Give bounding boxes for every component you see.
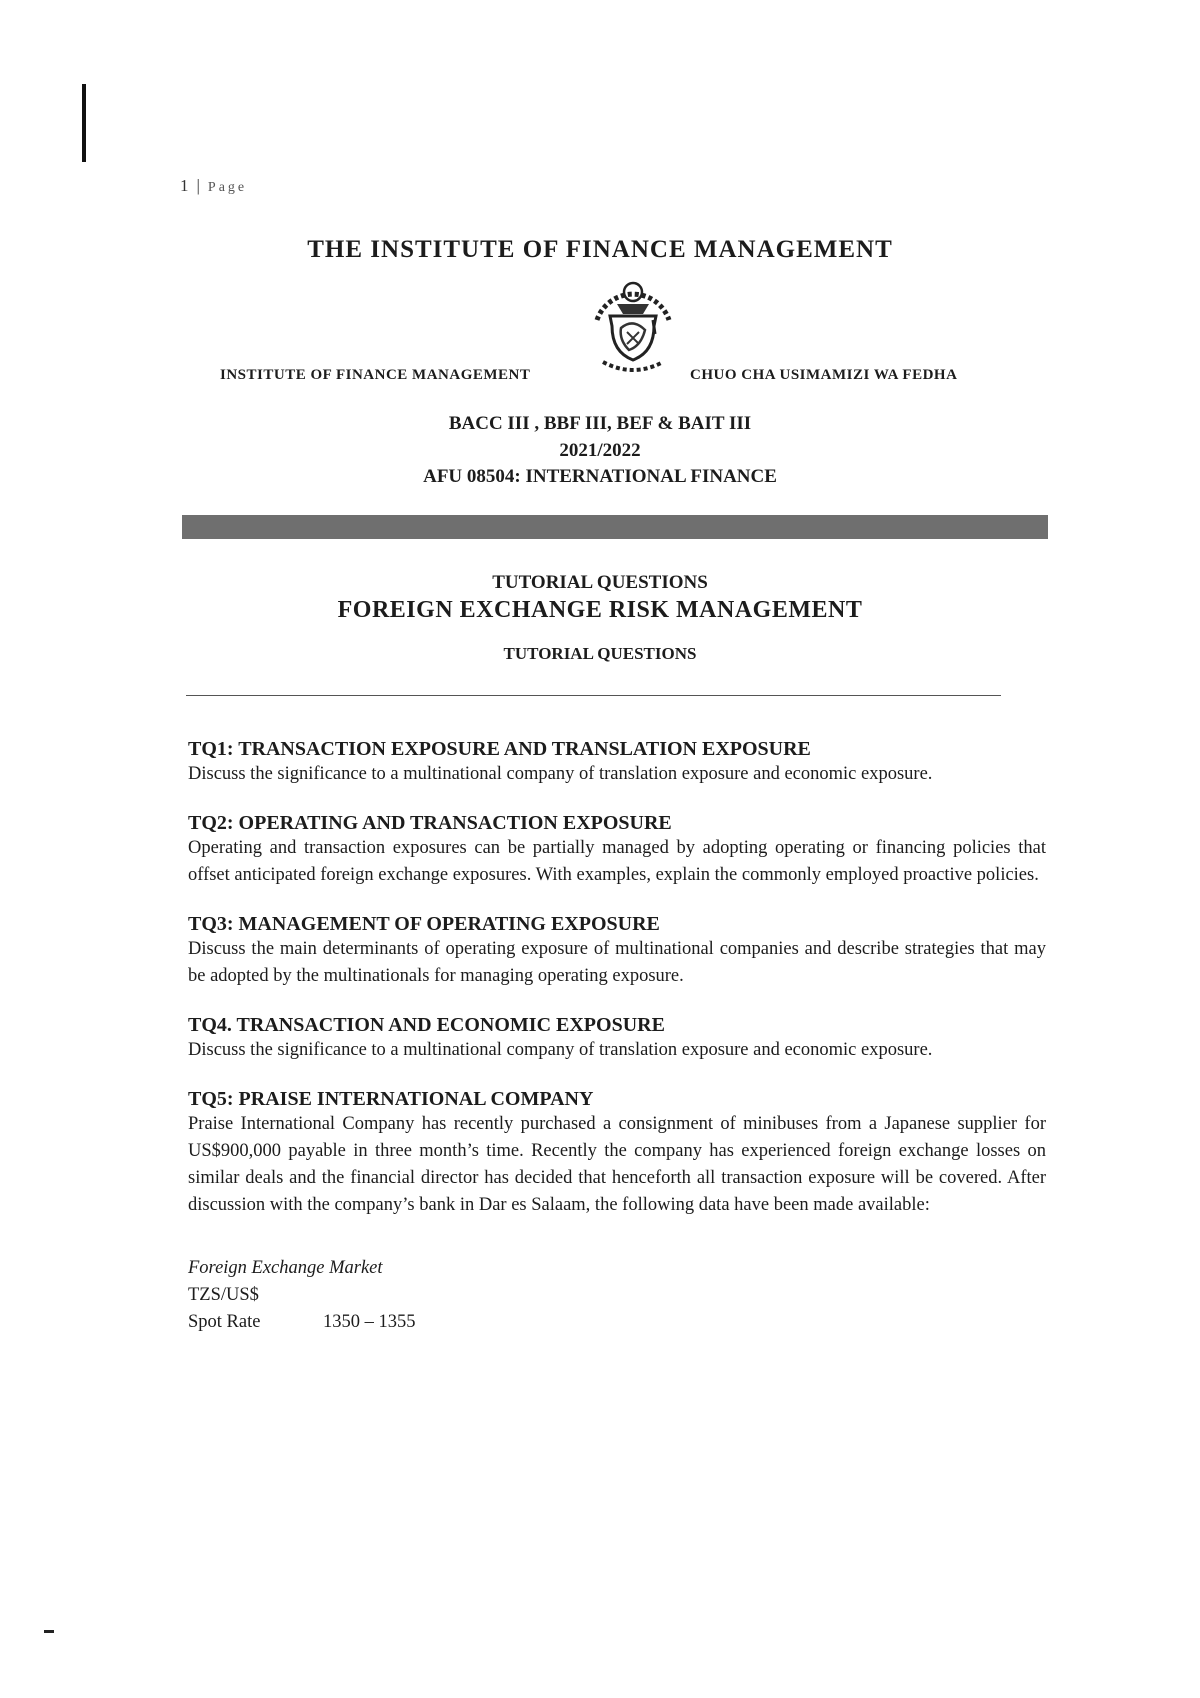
spot-rate-value: 1350 – 1355	[323, 1312, 416, 1332]
programmes-line: BACC III , BBF III, BEF & BAIT III	[448, 413, 752, 434]
question-title: TQ2: OPERATING AND TRANSACTION EXPOSURE	[188, 812, 672, 834]
question-title: TQ5: PRAISE INTERNATIONAL COMPANY	[188, 1088, 594, 1110]
question-title: TQ3: MANAGEMENT OF OPERATING EXPOSURE	[188, 913, 660, 935]
fx-market-data	[188, 1255, 1046, 1336]
question-body: Discuss the main determinants of operating exposure of multinational companies and describe strategies that may be adopted by the multinationals for managing operating exposure.	[188, 939, 1046, 986]
spot-rate-label: Spot Rate	[188, 1312, 261, 1332]
main-title: FOREIGN EXCHANGE RISK MANAGEMENT	[337, 597, 863, 623]
question-body: Discuss the significance to a multinational company of translation exposure and economic exposure.	[188, 764, 933, 784]
margin-bar	[82, 84, 86, 162]
tutorial-heading-top: TUTORIAL QUESTIONS	[492, 572, 708, 593]
tutorial-heading-bottom: TUTORIAL QUESTIONS	[503, 644, 697, 663]
question-body: Discuss the significance to a multinational company of translation exposure and economic exposure.	[188, 1040, 933, 1060]
page-number-value: 1	[180, 176, 191, 195]
academic-year: 2021/2022	[559, 440, 641, 461]
page-number-separator: |	[196, 176, 202, 195]
institution-name-swahili: CHUO CHA USIMAMIZI WA FEDHA	[690, 367, 958, 383]
question-tq2	[188, 811, 1046, 889]
question-body: Operating and transaction exposures can be partially managed by adopting operating or financing policies that offset anticipated foreign exchange exposures. With examples, explain the commonly employed proactive policies.	[188, 838, 1046, 885]
question-tq1	[188, 737, 1046, 788]
institute-logo-icon	[583, 270, 683, 380]
question-title: TQ4. TRANSACTION AND ECONOMIC EXPOSURE	[188, 1014, 665, 1036]
fx-market-heading: Foreign Exchange Market	[188, 1258, 383, 1278]
institution-name-english: INSTITUTE OF FINANCE MANAGEMENT	[220, 367, 531, 383]
question-body: Praise International Company has recently purchased a consignment of minibuses from a Japanese supplier for US$900,000 payable in three month’s time. Recently the company has experienced foreign exchange losses on similar deals and the financial director has decided that henceforth all transaction exposure will be covered. After discussion with the company’s bank in Dar es Salaam, the following data have been made available:	[188, 1114, 1046, 1215]
page-number-word: Page	[207, 180, 248, 195]
questions-section	[188, 737, 1046, 1336]
question-title: TQ1: TRANSACTION EXPOSURE AND TRANSLATION EXPOSURE	[188, 738, 811, 760]
institution-title: THE INSTITUTE OF FINANCE MANAGEMENT	[307, 236, 893, 263]
course-title: AFU 08504: INTERNATIONAL FINANCE	[423, 466, 777, 487]
fx-currency-pair: TZS/US$	[188, 1285, 259, 1305]
horizontal-rule	[186, 695, 1001, 696]
question-tq3	[188, 912, 1046, 990]
page-number	[180, 176, 247, 196]
question-tq4	[188, 1013, 1046, 1064]
corner-mark	[44, 1630, 54, 1633]
header-divider-bar	[182, 515, 1048, 539]
fx-spot-rate-row	[188, 1309, 1046, 1336]
question-tq5	[188, 1087, 1046, 1219]
